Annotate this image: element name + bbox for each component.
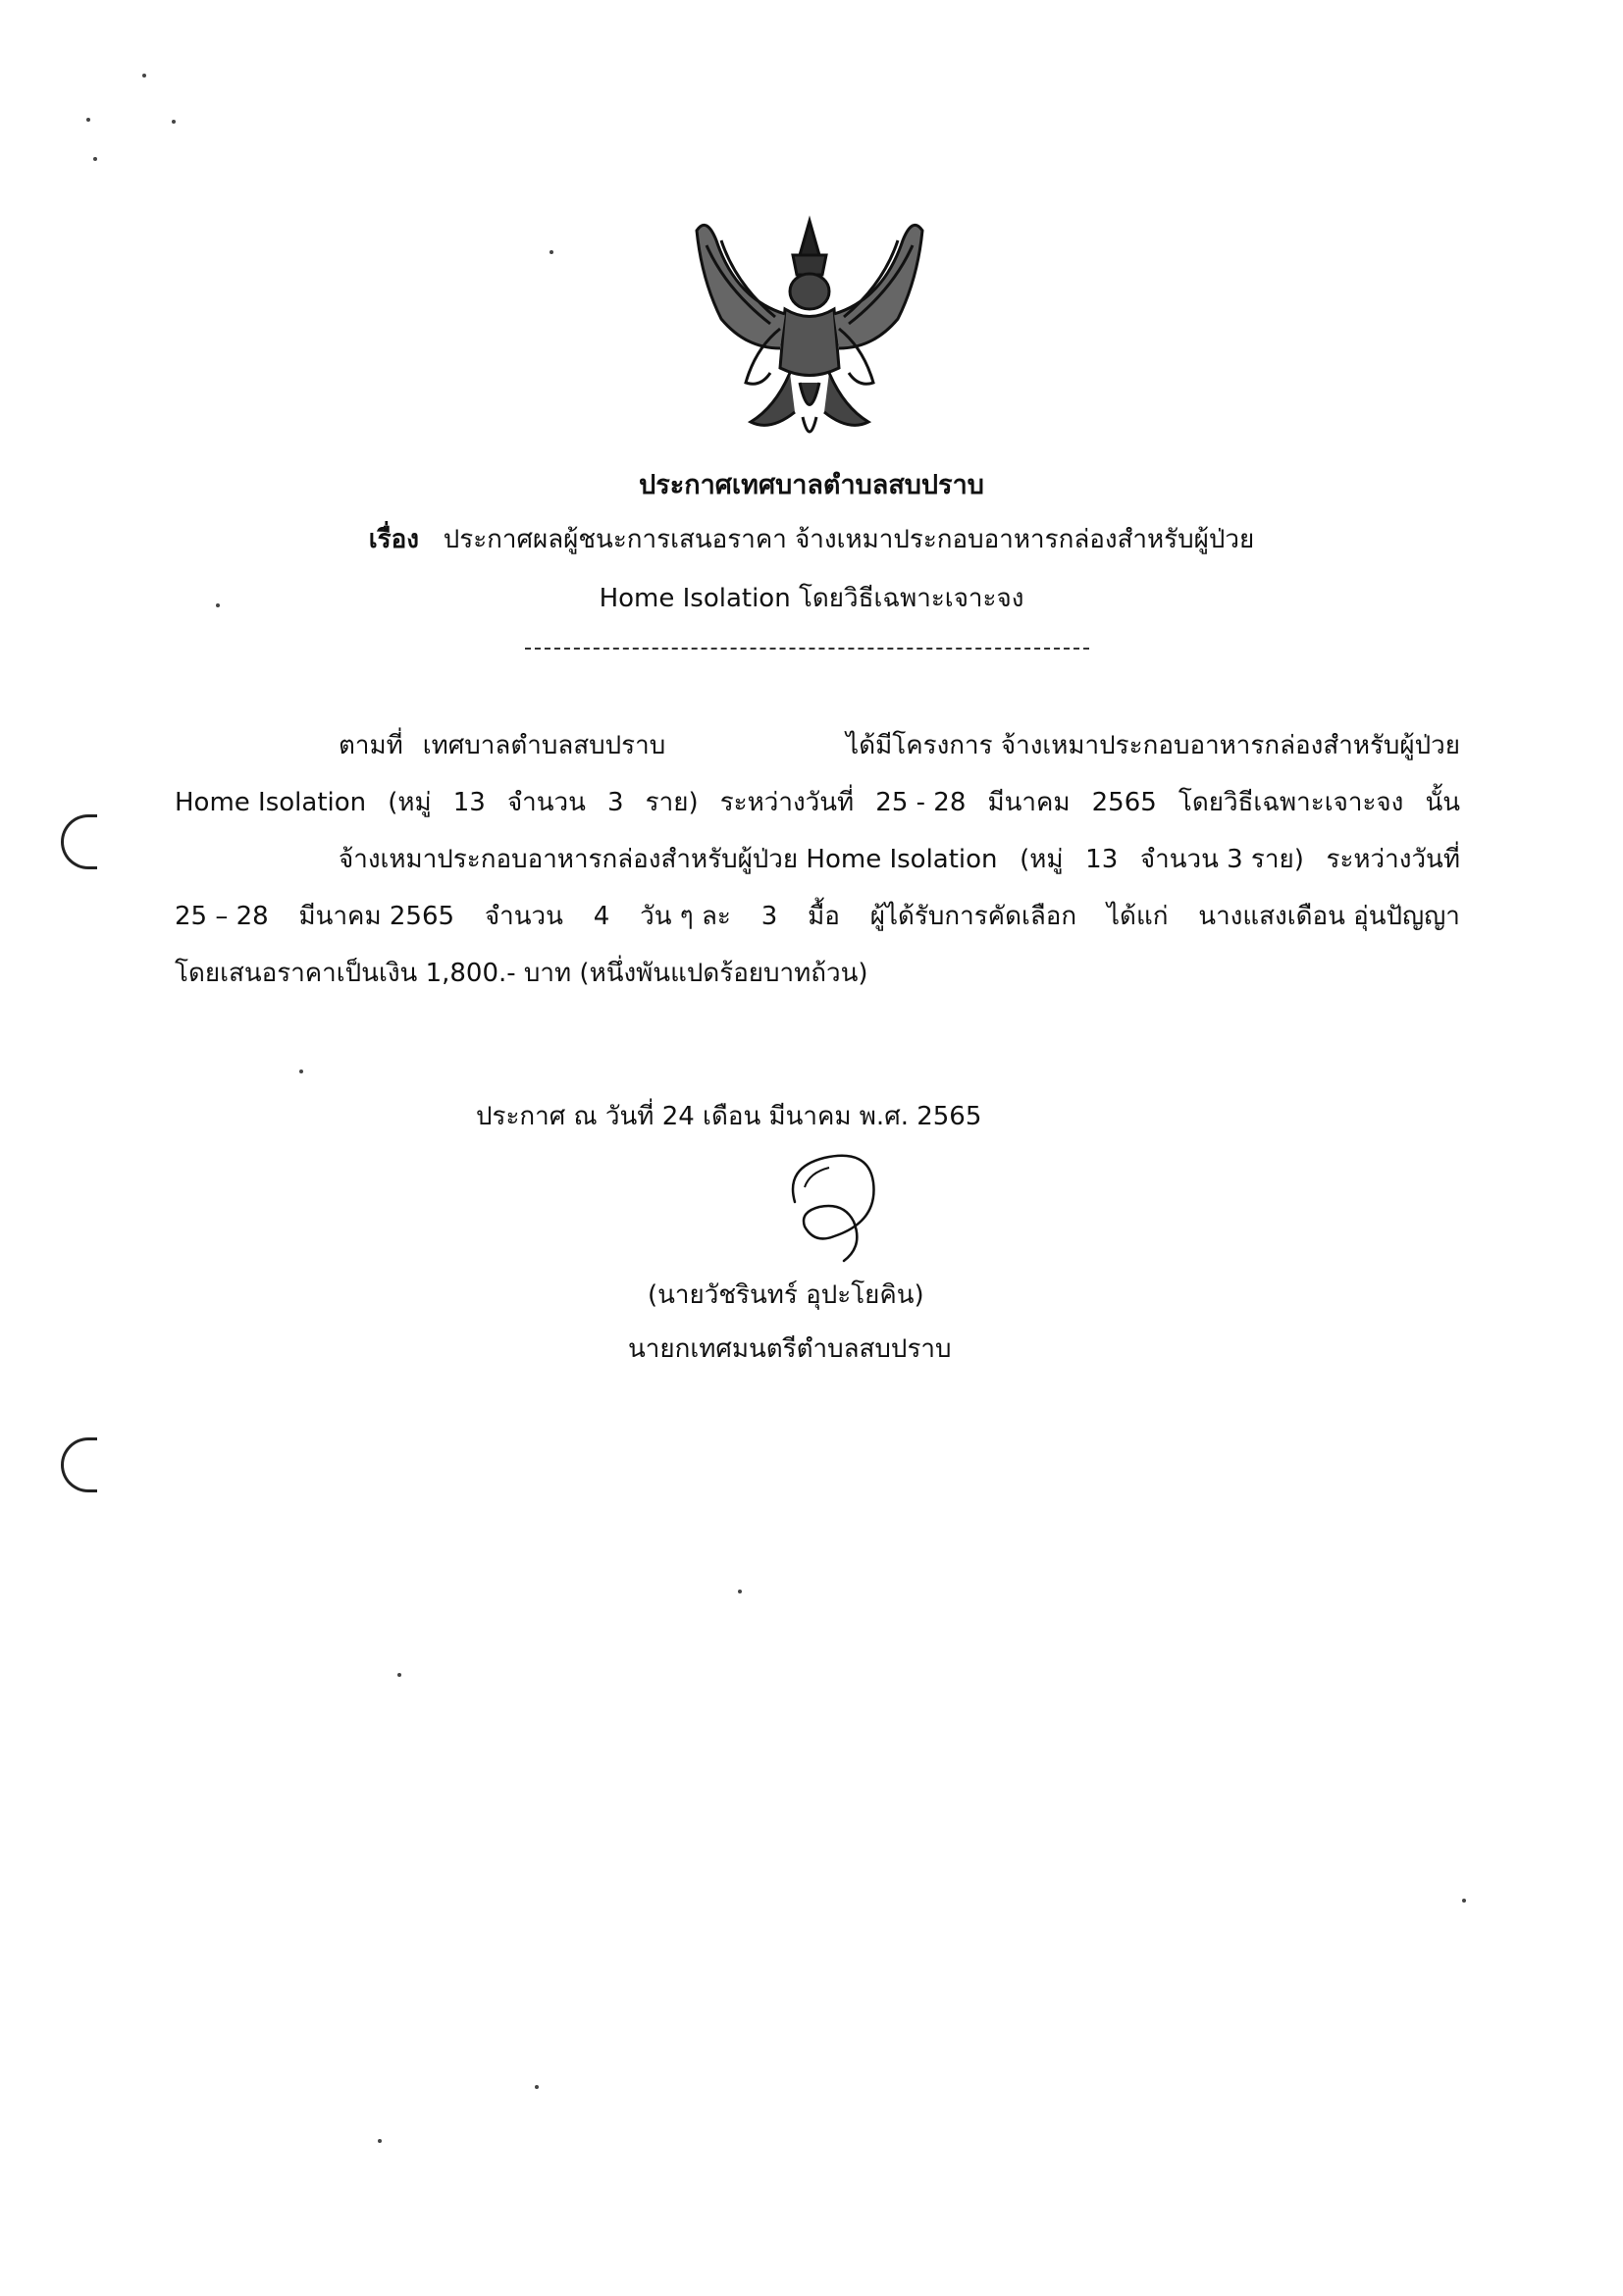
scan-speck xyxy=(172,120,176,124)
scan-speck xyxy=(93,157,97,161)
announce-date: ประกาศ ณ วันที่ 24 เดือน มีนาคม พ.ศ. 2565 xyxy=(476,1102,982,1131)
para2-line1-word: จ้างเหมาประกอบอาหารกล่องสำหรับผู้ป่วย Home Isolation xyxy=(339,845,998,874)
scan-speck xyxy=(550,250,553,254)
para1-line2-word: 13 xyxy=(452,788,486,817)
scan-speck xyxy=(299,1070,303,1073)
scan-speck xyxy=(535,2085,539,2089)
para2-line3: โดยเสนอราคาเป็นเงิน 1,800.- บาท (หนึ่งพันแปดร้อยบาทถ้วน) xyxy=(175,959,868,988)
subject-text: ประกาศผลผู้ชนะการเสนอราคา จ้างเหมาประกอบอาหารกล่องสำหรับผู้ป่วย xyxy=(443,525,1255,554)
para2-line2 xyxy=(175,897,1460,936)
para1-line2-word: ราย) xyxy=(645,788,699,817)
para1-line2-word: โดยวิธีเฉพาะเจาะจง xyxy=(1178,788,1404,817)
para2-line1 xyxy=(339,840,1460,879)
para1-line2 xyxy=(175,783,1460,822)
scan-speck xyxy=(397,1673,401,1677)
document-title: ประกาศเทศบาลตำบลสบปราบ xyxy=(639,470,984,500)
subject-line-1 xyxy=(0,520,1623,559)
scan-speck xyxy=(142,74,146,78)
para1-line2-word: (หมู่ xyxy=(388,788,432,817)
para1-line2-word: Home Isolation xyxy=(175,788,367,817)
para1-line1-word: ได้มีโครงการ จ้างเหมาประกอบอาหารกล่องสำหรับผู้ป่วย xyxy=(846,731,1460,760)
para1-line1-word: เทศบาลตำบลสบปราบ xyxy=(422,731,666,760)
scan-speck xyxy=(738,1590,742,1593)
scan-speck xyxy=(378,2139,382,2143)
para2-line1-word: ระหว่างวันที่ xyxy=(1326,845,1460,874)
subject-line-2: Home Isolation โดยวิธีเฉพาะเจาะจง xyxy=(599,584,1024,613)
para2-line1-word: จำนวน 3 ราย) xyxy=(1139,845,1304,874)
para2-line2-word: มื้อ xyxy=(808,902,840,931)
para2-line2-word: ได้แก่ xyxy=(1106,902,1169,931)
divider xyxy=(525,648,1089,650)
para1-line1 xyxy=(339,726,1460,765)
para2-line2-word: จำนวน xyxy=(484,902,563,931)
para1-line1-word: ตามที่ xyxy=(339,731,403,760)
para1-line2-word: 25 - 28 xyxy=(875,788,967,817)
para1-line2-word: ระหว่างวันที่ xyxy=(719,788,855,817)
para1-line2-word: จำนวน xyxy=(506,788,586,817)
para1-line2-word: 2565 xyxy=(1091,788,1157,817)
scan-speck xyxy=(1462,1899,1466,1903)
signer-name: (นายวัชรินทร์ อุปะโยคิน) xyxy=(648,1280,924,1310)
signer-position: นายกเทศมนตรีตำบลสบปราบ xyxy=(628,1334,952,1364)
para2-line2-word: 3 xyxy=(760,902,778,931)
para1-line2-word: นั้น xyxy=(1425,788,1460,817)
subject-label: เรื่อง xyxy=(368,525,419,554)
para1-line2-word: มีนาคม xyxy=(987,788,1071,817)
para2-line2-word: วัน ๆ ละ xyxy=(640,902,731,931)
para2-line2-word: 4 xyxy=(593,902,610,931)
para2-line1-word: 13 xyxy=(1085,845,1119,874)
para2-line2-word: มีนาคม 2565 xyxy=(298,902,455,931)
para1-line2-word: 3 xyxy=(607,788,624,817)
scan-speck xyxy=(86,118,90,122)
para2-line2-word: นางแสงเดือน อุ่นปัญญา xyxy=(1198,902,1460,931)
signature-icon xyxy=(775,1128,903,1266)
scan-mark xyxy=(61,1437,97,1492)
para2-line1-word: (หมู่ xyxy=(1020,845,1064,874)
garuda-emblem-icon xyxy=(677,201,942,451)
scan-speck xyxy=(216,603,220,607)
para2-line2-word: ผู้ได้รับการคัดเลือก xyxy=(869,902,1077,931)
para2-line2-word: 25 – 28 xyxy=(175,902,269,931)
scan-mark xyxy=(61,814,97,869)
